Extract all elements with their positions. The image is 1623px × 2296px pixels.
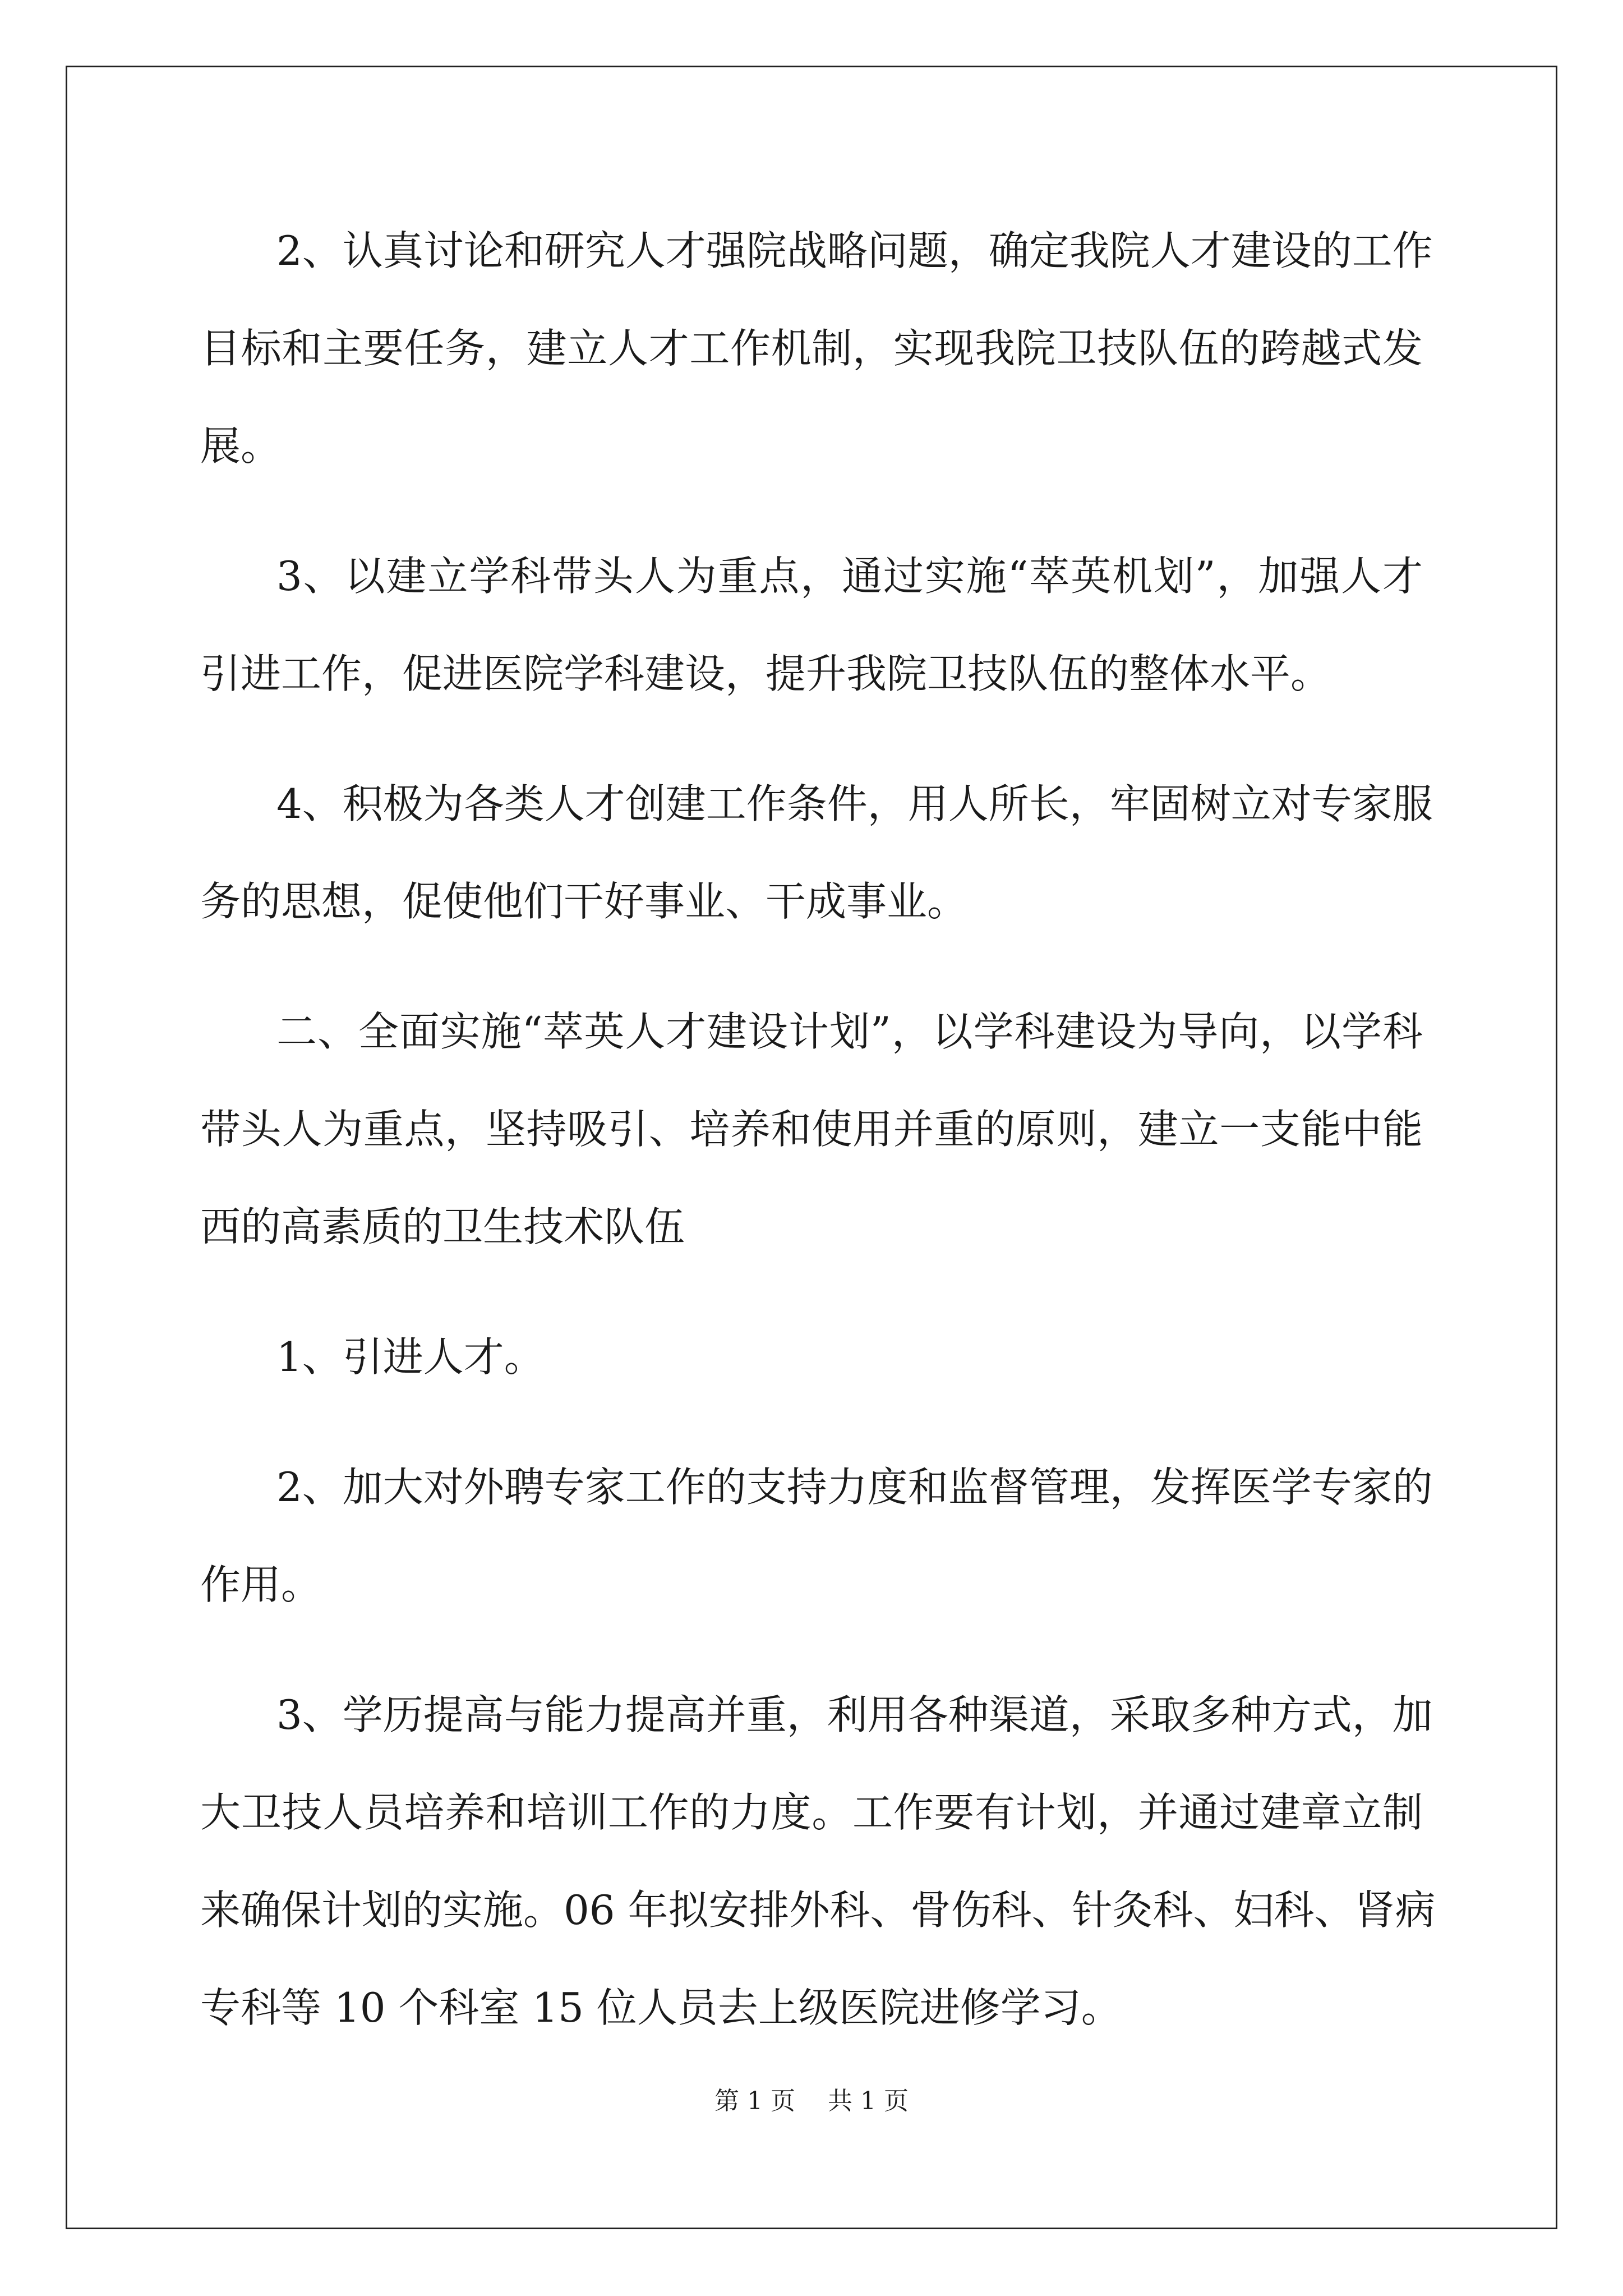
page-total: 共 1 页 <box>828 2087 909 2115</box>
paragraph-spacer <box>200 495 1423 527</box>
paragraph-line: 引进工作，促进医院学科建设，提升我院卫技队伍的整体水平。 <box>200 650 1331 697</box>
paragraph-line: 大卫技人员培养和培训工作的力度。工作要有计划，并通过建章立制 <box>200 1789 1423 1836</box>
paragraph-line: 3、以建立学科带头人为重点，通过实施“萃英机划”，加强人才 <box>276 553 1423 600</box>
paragraph-line: 作用。 <box>200 1561 322 1608</box>
paragraph-line: 专科等 10 个科室 15 位人员去上级医院进修学习。 <box>200 1984 1122 2031</box>
paragraph <box>200 1308 1423 1406</box>
paragraph-line: 来确保计划的实施。06 年拟安排外科、骨伤科、针灸科、妇科、肾病 <box>200 1887 1436 1934</box>
paragraph-line: 1、引进人才。 <box>276 1333 545 1381</box>
paragraph-line: 2、加大对外聘专家工作的支持力度和监督管理，发挥医学专家的 <box>276 1464 1433 1511</box>
paragraph-line: 带头人为重点，坚持吸引、培养和使用并重的原则，建立一支能中能 <box>200 1106 1423 1153</box>
paragraph-line: 2、认真讨论和研究人才强院战略问题，确定我院人才建设的工作 <box>276 227 1433 274</box>
paragraph-spacer <box>200 950 1423 983</box>
paragraph <box>200 755 1433 950</box>
paragraph-line: 西的高素质的卫生技术队伍 <box>200 1203 685 1250</box>
paragraph-spacer <box>200 1406 1423 1438</box>
paragraph <box>200 1666 1436 2056</box>
paragraph-line: 3、学历提高与能力提高并重，利用各种渠道，采取多种方式，加 <box>276 1691 1433 1738</box>
paragraph-line: 目标和主要任务，建立人才工作机制，实现我院卫技队伍的跨越式发 <box>200 325 1423 372</box>
paragraph-spacer <box>200 1276 1423 1308</box>
paragraph-spacer <box>200 723 1423 755</box>
section-heading-paragraph <box>200 983 1423 1276</box>
page-footer <box>0 2085 1623 2118</box>
paragraph <box>200 202 1433 495</box>
paragraph <box>200 527 1423 723</box>
paragraph <box>200 1438 1433 1634</box>
paragraph-line: 务的思想，促使他们干好事业、干成事业。 <box>200 878 968 925</box>
paragraph-line: 二、全面实施“萃英人才建设计划”，以学科建设为导向，以学科 <box>276 1008 1423 1055</box>
document-body <box>200 202 1436 2056</box>
page-number: 第 1 页 <box>714 2087 795 2115</box>
paragraph-spacer <box>200 1634 1423 1666</box>
paragraph-line: 展。 <box>200 422 282 470</box>
paragraph-line: 4、积极为各类人才创建工作条件，用人所长，牢固树立对专家服 <box>276 780 1433 827</box>
